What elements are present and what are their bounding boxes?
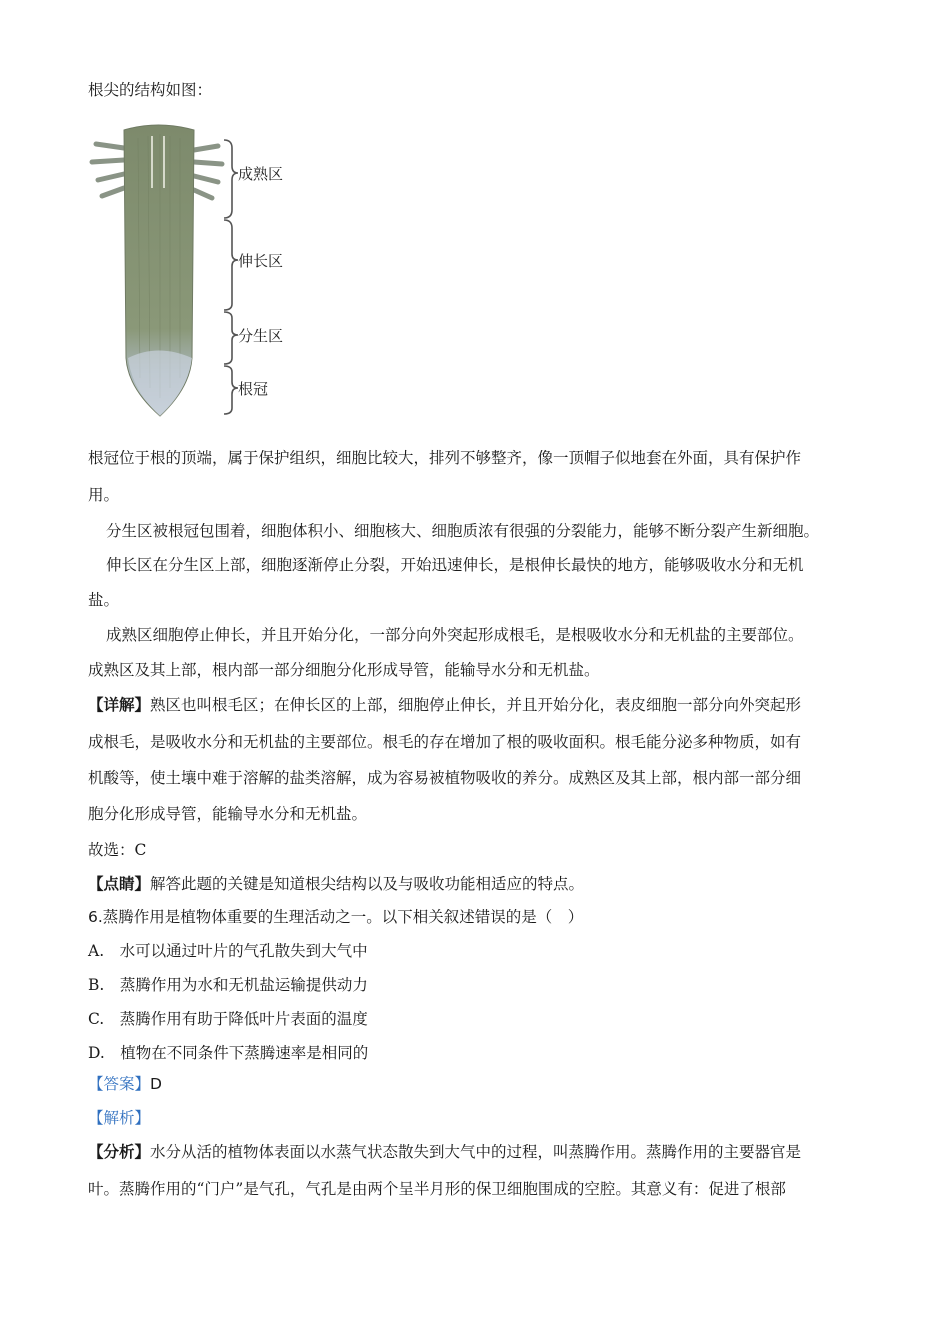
- detail-line-1: 【详解】熟区也叫根毛区；在伸长区的上部，细胞停止伸长，并且开始分化，表皮细胞一部分向外突起形: [88, 695, 802, 714]
- detail-tag: 【详解】: [88, 695, 151, 714]
- label-maturation-zone: 成熟区: [238, 165, 284, 183]
- paragraph-elongation-1: 伸长区在分生区上部，细胞逐渐停止分裂，开始迅速伸长，是根伸长最快的地方，能够吸收水分和无机: [106, 556, 804, 574]
- intro-text: 根尖的结构如图：: [88, 81, 213, 99]
- answer-line: [88, 1074, 162, 1094]
- option-c: C. 蒸腾作用有助于降低叶片表面的温度: [88, 1010, 368, 1028]
- paragraph-root-cap-2: 用。: [88, 486, 120, 504]
- fenxi-line-2: 叶。蒸腾作用的“门户”是气孔，气孔是由两个呈半月形的保卫细胞围成的空腔。其意义有：促进了根部: [88, 1180, 786, 1198]
- choice-line: 故选：C: [88, 841, 147, 859]
- detail-line-4: 胞分化形成导管，能输导水分和无机盐。: [88, 805, 368, 823]
- paragraph-root-cap-1: 根冠位于根的顶端，属于保护组织，细胞比较大，排列不够整齐，像一顶帽子似地套在外面，具有保护作: [88, 449, 802, 467]
- analysis-line: [88, 1108, 150, 1128]
- question-number: 6.: [88, 908, 103, 926]
- detail-line-2: 成根毛，是吸收水分和无机盐的主要部位。根毛的存在增加了根的吸收面积。根毛能分泌多种物质，如有: [88, 733, 802, 751]
- comment-line: 【点睛】解答此题的关键是知道根尖结构以及与吸收功能相适应的特点。: [88, 874, 585, 893]
- root-tip-diagram: [88, 118, 318, 428]
- paragraph-maturation: 成熟区细胞停止伸长，并且开始分化，一部分向外突起形成根毛，是根吸收水分和无机盐的主要部位。: [106, 626, 804, 644]
- option-a: A. 水可以通过叶片的气孔散失到大气中: [88, 942, 368, 960]
- label-root-cap: 根冠: [238, 380, 269, 398]
- answer-tag: 【答案】: [88, 1075, 151, 1093]
- question-stem: 6.蒸腾作用是植物体重要的生理活动之一。以下相关叙述错误的是（ ）: [88, 908, 584, 926]
- analysis-tag: 【解析】: [88, 1109, 151, 1127]
- detail-line-3: 机酸等，使土壤中难于溶解的盐类溶解，成为容易被植物吸收的养分。成熟区及其上部，根内部一部分细: [88, 769, 802, 787]
- paragraph-meristem: 分生区被根冠包围着，细胞体积小、细胞核大、细胞质浓有很强的分裂能力，能够不断分裂产生新细胞。: [106, 522, 820, 540]
- label-elongation-zone: 伸长区: [238, 252, 284, 270]
- zone-brackets: [224, 140, 238, 414]
- root-cap: [128, 351, 192, 417]
- comment-tag: 【点睛】: [88, 874, 151, 893]
- paragraph-elongation-2: 盐。: [88, 591, 120, 609]
- option-b: B. 蒸腾作用为水和无机盐运输提供动力: [88, 976, 368, 994]
- label-meristem-zone: 分生区: [238, 327, 284, 345]
- paragraph-vessels: 成熟区及其上部，根内部一部分细胞分化形成导管，能输导水分和无机盐。: [88, 661, 600, 679]
- option-d: D. 植物在不同条件下蒸腾速率是相同的: [88, 1044, 369, 1062]
- fenxi-line-1: 【分析】水分从活的植物体表面以水蒸气状态散失到大气中的过程，叫蒸腾作用。蒸腾作用的主要器官是: [88, 1142, 802, 1161]
- answer-value: D: [150, 1075, 162, 1093]
- fenxi-tag: 【分析】: [88, 1142, 151, 1161]
